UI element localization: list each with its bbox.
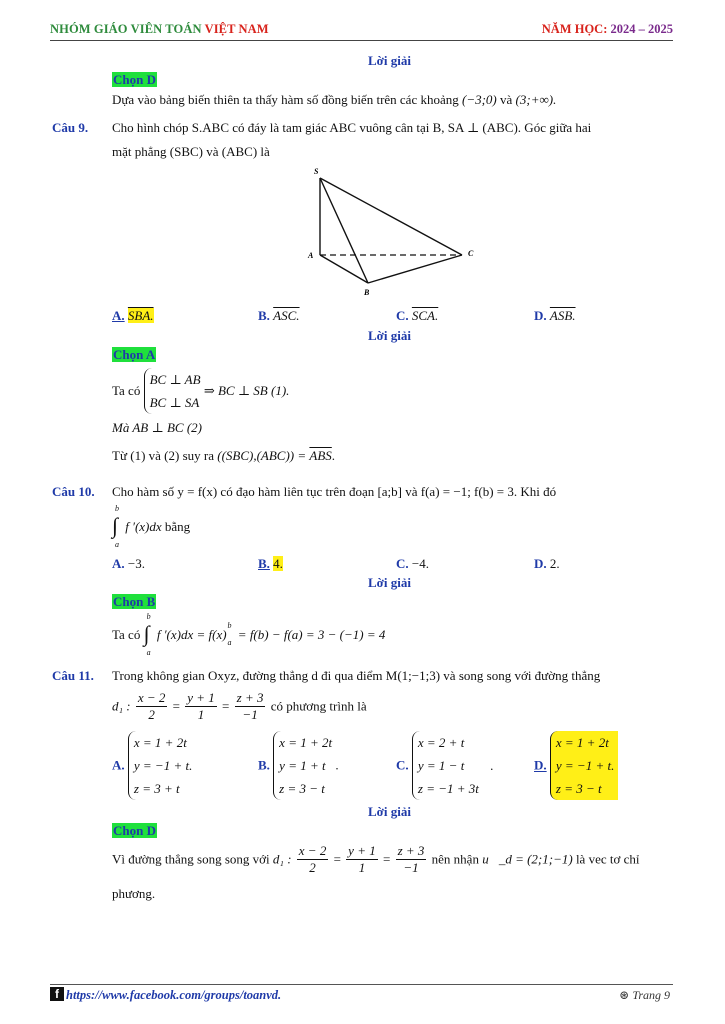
solution-line [112,843,639,876]
option-text: SBA. [127,308,154,323]
option-label: D. [534,556,547,571]
header-year [542,22,673,37]
option-c[interactable] [396,731,493,800]
fraction [235,690,266,723]
option-text: ASB. [549,308,576,323]
page-number [619,988,670,1003]
solution-line [112,614,385,656]
text: nên nhận [431,851,479,867]
loigiai-heading: Lời giải [368,575,411,590]
question-label: Câu 9. [52,120,89,135]
question-text: Cho hàm số y = f(x) có đạo hàm liên tục trên đoạn [a;b] và f(a) = −1; f(b) = 3. Khi đó [112,484,557,499]
equals: = [172,698,180,714]
option-d[interactable] [534,308,576,324]
interval: (3;+∞). [515,92,557,107]
equals: = [382,851,391,867]
footer-link[interactable]: https://www.facebook.com/groups/toanvd. [66,988,282,1002]
equals: = [222,698,230,714]
option-text: −3. [127,556,145,571]
denominator: −1 [403,860,419,875]
vertex-s: S [314,167,319,176]
chon-answer [112,823,157,839]
chon-text: Chọn B [113,594,156,609]
fraction [346,843,378,876]
integral-sign [144,614,154,656]
header-divider [50,40,673,41]
page-text: Trang 9 [632,988,670,1002]
upper-bound: b [146,612,151,621]
equation-system [128,731,192,800]
chon-text: Chọn A [113,347,156,362]
solution-line [112,448,335,464]
text: bằng [164,519,191,534]
text: . [335,757,339,773]
angle: $\overline{ABS}$ [309,448,332,463]
line-name: d₁ : [272,851,292,867]
vertex-c: C [468,249,474,258]
vector: u⃗_d = (2;1;−1) [482,851,573,867]
text: Từ (1) và (2) suy ra [112,448,214,463]
equation: ((SBC),(ABC)) = [217,448,307,463]
chon-text: Chọn D [113,823,156,838]
option-text: 2. [549,556,560,571]
option-text: SCA. [411,308,439,323]
option-label: B. [258,308,270,323]
equation: BC ⊥ AB [149,372,201,387]
equation-system [412,731,479,800]
option-label: C. [396,308,409,323]
question-text: mặt phẳng (SBC) và (ABC) là [112,144,270,159]
chon-text: Chọn D [113,72,156,87]
loigiai-heading: Lời giải [368,804,411,819]
footer-divider [50,984,673,985]
denominator: 1 [197,707,205,722]
option-label: A. [112,556,125,571]
fraction [297,843,329,876]
numerator: y + 1 [187,690,215,705]
option-b[interactable] [258,556,283,572]
upper-bound: b [227,621,232,630]
chon-answer [112,72,157,88]
option-label: B. [258,757,270,773]
pyramid-figure [300,165,490,300]
eval-bounds [227,623,235,647]
text: và [500,92,513,107]
question-equation [112,690,367,723]
text: . [490,757,494,773]
equation: y = −1 + t. [133,758,193,773]
option-b[interactable] [258,308,300,324]
equation: z = 3 + t [133,781,180,796]
loigiai-heading: Lời giải [368,53,411,68]
option-a[interactable] [112,556,145,572]
text: Dựa vào bảng biến thiên ta thấy hàm số đồng biến trên các khoảng [112,92,459,107]
option-text: 4. [273,556,283,571]
integrand: f ′(x)dx [125,519,162,534]
org-country: VIỆT NAM [204,22,269,36]
text: là vec tơ chỉ [575,851,640,867]
equation: ⇒ BC ⊥ SB (1). [203,383,290,398]
header-org [50,22,269,37]
org-name: NHÓM GIÁO VIÊN TOÁN [50,22,202,36]
option-label: D. [534,757,547,773]
denominator: 2 [148,707,155,722]
upper-bound: b [115,504,119,513]
option-d[interactable] [534,731,618,800]
denominator: 1 [358,860,366,875]
equation: z = 3 − t [555,781,602,796]
solution-text [112,92,556,108]
chon-answer [112,594,156,610]
numerator: x − 2 [298,843,327,858]
equation: f ′(x)dx = f(x) [156,627,227,642]
chon-answer [112,347,156,363]
question-text: Cho hình chóp S.ABC có đáy là tam giác ABC vuông cân tại B, SA ⊥ (ABC). Góc giữa hai [112,120,592,135]
equation: x = 1 + 2t [279,735,333,750]
equation-system [550,731,618,800]
year-label: NĂM HỌC: [541,22,608,36]
option-b[interactable] [258,731,339,800]
numerator: y + 1 [348,843,376,858]
facebook-icon: f [50,987,64,1001]
equation: = f(b) − f(a) = 3 − (−1) = 4 [237,627,386,642]
fraction [396,843,427,876]
line-name: d₁ : [112,698,131,714]
equation: z = −1 + 3t [417,781,479,796]
vertex-a: A [308,251,314,260]
question-label: Câu 11. [52,668,94,683]
equation: x = 1 + 2t [555,735,609,750]
denominator: −1 [242,707,258,722]
equation-system [273,731,332,800]
lower-bound: a [146,648,151,657]
option-a[interactable] [112,731,192,800]
equals: = [333,851,341,867]
fraction [136,690,168,723]
equation: z = 3 − t [279,781,325,796]
option-label: C. [396,757,409,773]
option-label: C. [396,556,409,571]
equation-system [144,368,201,414]
page-icon: ⊛ [619,988,630,1002]
option-c[interactable] [396,556,429,572]
equation: y = −1 + t. [555,758,615,773]
option-c[interactable] [396,308,438,324]
numerator: z + 3 [397,843,425,858]
option-label: A. [112,757,125,773]
option-d[interactable] [534,556,560,572]
integral-sign [112,506,122,548]
numerator: z + 3 [236,690,264,705]
option-text: −4. [411,556,429,571]
question-label: Câu 10. [52,484,95,499]
lower-bound: a [115,540,119,549]
text: có phương trình là [270,698,367,714]
question-text: Trong không gian Oxyz, đường thẳng d đi qua điểm M(1;−1;3) và song song với đường thẳng [112,668,601,683]
loigiai-heading: Lời giải [368,328,411,343]
interval: (−3;0) [462,92,497,107]
option-text: ASC. [273,308,300,323]
lower-bound: a [227,638,232,647]
option-label: A. [112,308,125,323]
text: Ta có [112,383,141,398]
text: . [331,448,336,463]
equation: y = 1 + t [279,758,326,773]
option-label: B. [258,556,270,571]
equation: x = 1 + 2t [133,735,187,750]
integral-symbol: ∫ [143,621,150,646]
vertex-b: B [364,288,370,297]
fraction [185,690,217,723]
text: Ta có [112,627,141,642]
numerator: x − 2 [137,690,166,705]
year-value: 2024 – 2025 [610,22,673,36]
solution-system [112,368,289,414]
integral-symbol: ∫ [112,513,119,538]
equation: x = 2 + t [417,735,465,750]
option-label: D. [534,308,547,323]
denominator: 2 [309,860,316,875]
text: Vì đường thẳng song song với [112,851,270,867]
equation: y = 1 − t [417,758,465,773]
option-a[interactable] [112,308,154,324]
equation: BC ⊥ SA [149,395,200,410]
solution-line: phương. [112,886,156,901]
solution-line: Mà AB ⊥ BC (2) [112,420,202,435]
integral-line [112,506,190,548]
